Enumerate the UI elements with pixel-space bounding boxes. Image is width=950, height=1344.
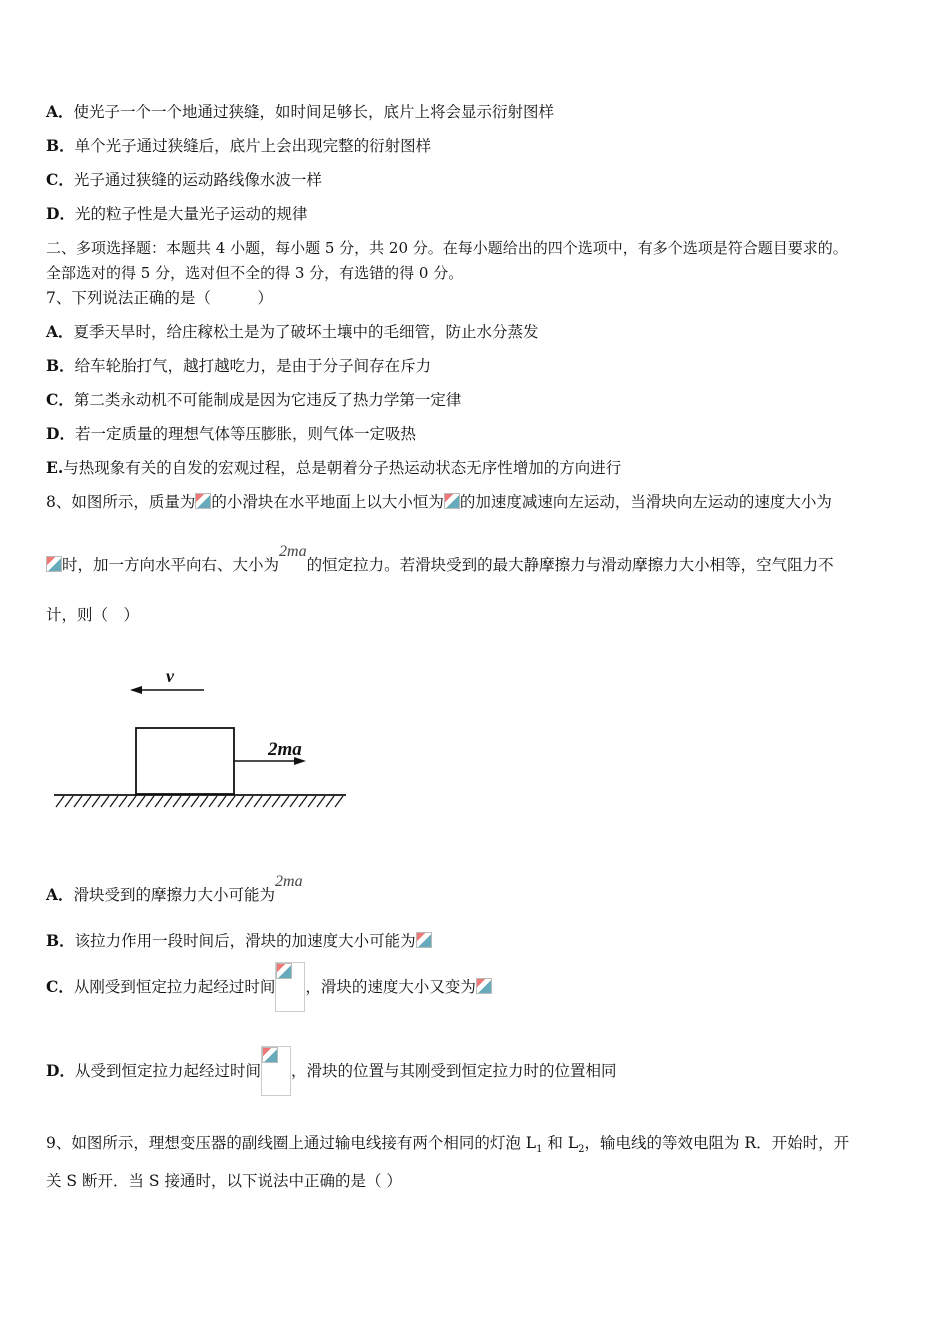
velocity-label: v [166,666,174,686]
section2-line1: 二、多项选择题：本题共 4 小题，每小题 5 分，共 20 分。在每小题给出的四个选项中，有多个选项是符合题目要求的。 [46,239,848,257]
q8-option-c: C．从刚受到恒定拉力起经过时间 ，滑块的速度大小又变为 [46,962,492,1012]
q7-option-e: E.与热现象有关的自发的宏观过程，总是朝着分子热运动状态无序性增加的方向进行 [46,458,622,477]
q8-stem-line2: 时，加一方向水平向右、大小为2ma的恒定拉力。若滑块受到的最大静摩擦力与滑动摩擦力大小相等，空气阻力不 [46,555,834,576]
broken-image-placeholder [275,962,305,1012]
q7-stem: 7、下列说法正确的是（ ） [46,289,273,307]
q6-option-b: B．单个光子通过狭缝后，底片上会出现完整的衍射图样 [46,136,432,155]
broken-image-icon [444,493,460,509]
q8-option-a: A．滑块受到的摩擦力大小可能为2ma [46,873,303,904]
q9-stem-line2: 关 S 断开．当 S 接通时，以下说法中正确的是（ ） [46,1172,402,1190]
q6-option-c: C．光子通过狭缝的运动路线像水波一样 [46,170,322,189]
math-2ma: 2ma [275,873,303,890]
math-2ma: 2ma [279,543,307,560]
broken-image-icon [195,493,211,509]
q7-option-d: D．若一定质量的理想气体等压膨胀，则气体一定吸热 [46,424,416,443]
slider-block [136,728,234,794]
force-label: 2ma [268,739,302,760]
q8-stem-line3: 计，则（ ） [46,606,140,624]
ground-hatching [56,796,343,807]
broken-image-placeholder [261,1046,291,1096]
q8-option-d: D．从受到恒定拉力起经过时间 ，滑块的位置与其刚受到恒定拉力时的位置相同 [46,1046,616,1096]
q9-stem-line1: 9、如图所示，理想变压器的副线圈上通过输电线接有两个相同的灯泡 $L_1$ 和 $L_2$，输电线的等效电阻为 R．开始时，开 [46,1134,850,1156]
velocity-arrow-head [130,686,142,694]
broken-image-icon [276,963,292,979]
q7-option-b: B．给车轮胎打气，越打越吃力，是由于分子间存在斥力 [46,356,432,375]
broken-image-icon [46,556,62,572]
q7-option-a: A．夏季天旱时，给庄稼松土是为了破坏土壤中的毛细管，防止水分蒸发 [46,322,539,341]
broken-image-icon [262,1047,278,1063]
q6-option-a: A．使光子一个一个地通过狭缝，如时间足够长，底片上将会显示衍射图样 [46,102,555,121]
broken-image-icon [476,978,492,994]
q7-option-c: C．第二类永动机不可能制成是因为它违反了热力学第一定律 [46,390,462,409]
broken-image-icon [416,932,432,948]
q6-option-d: D．光的粒子性是大量光子运动的规律 [46,204,308,223]
q8-stem-line1: 8、如图所示，质量为 的小滑块在水平地面上以大小恒为 的加速度减速向左运动，当滑块向左运动的速度大小为 [46,493,832,511]
section2-line2: 全部选对的得 5 分，选对但不全的得 3 分，有选错的得 0 分。 [46,264,464,282]
q8-block-diagram [50,660,360,820]
q8-option-b: B．该拉力作用一段时间后，滑块的加速度大小可能为 [46,931,432,951]
